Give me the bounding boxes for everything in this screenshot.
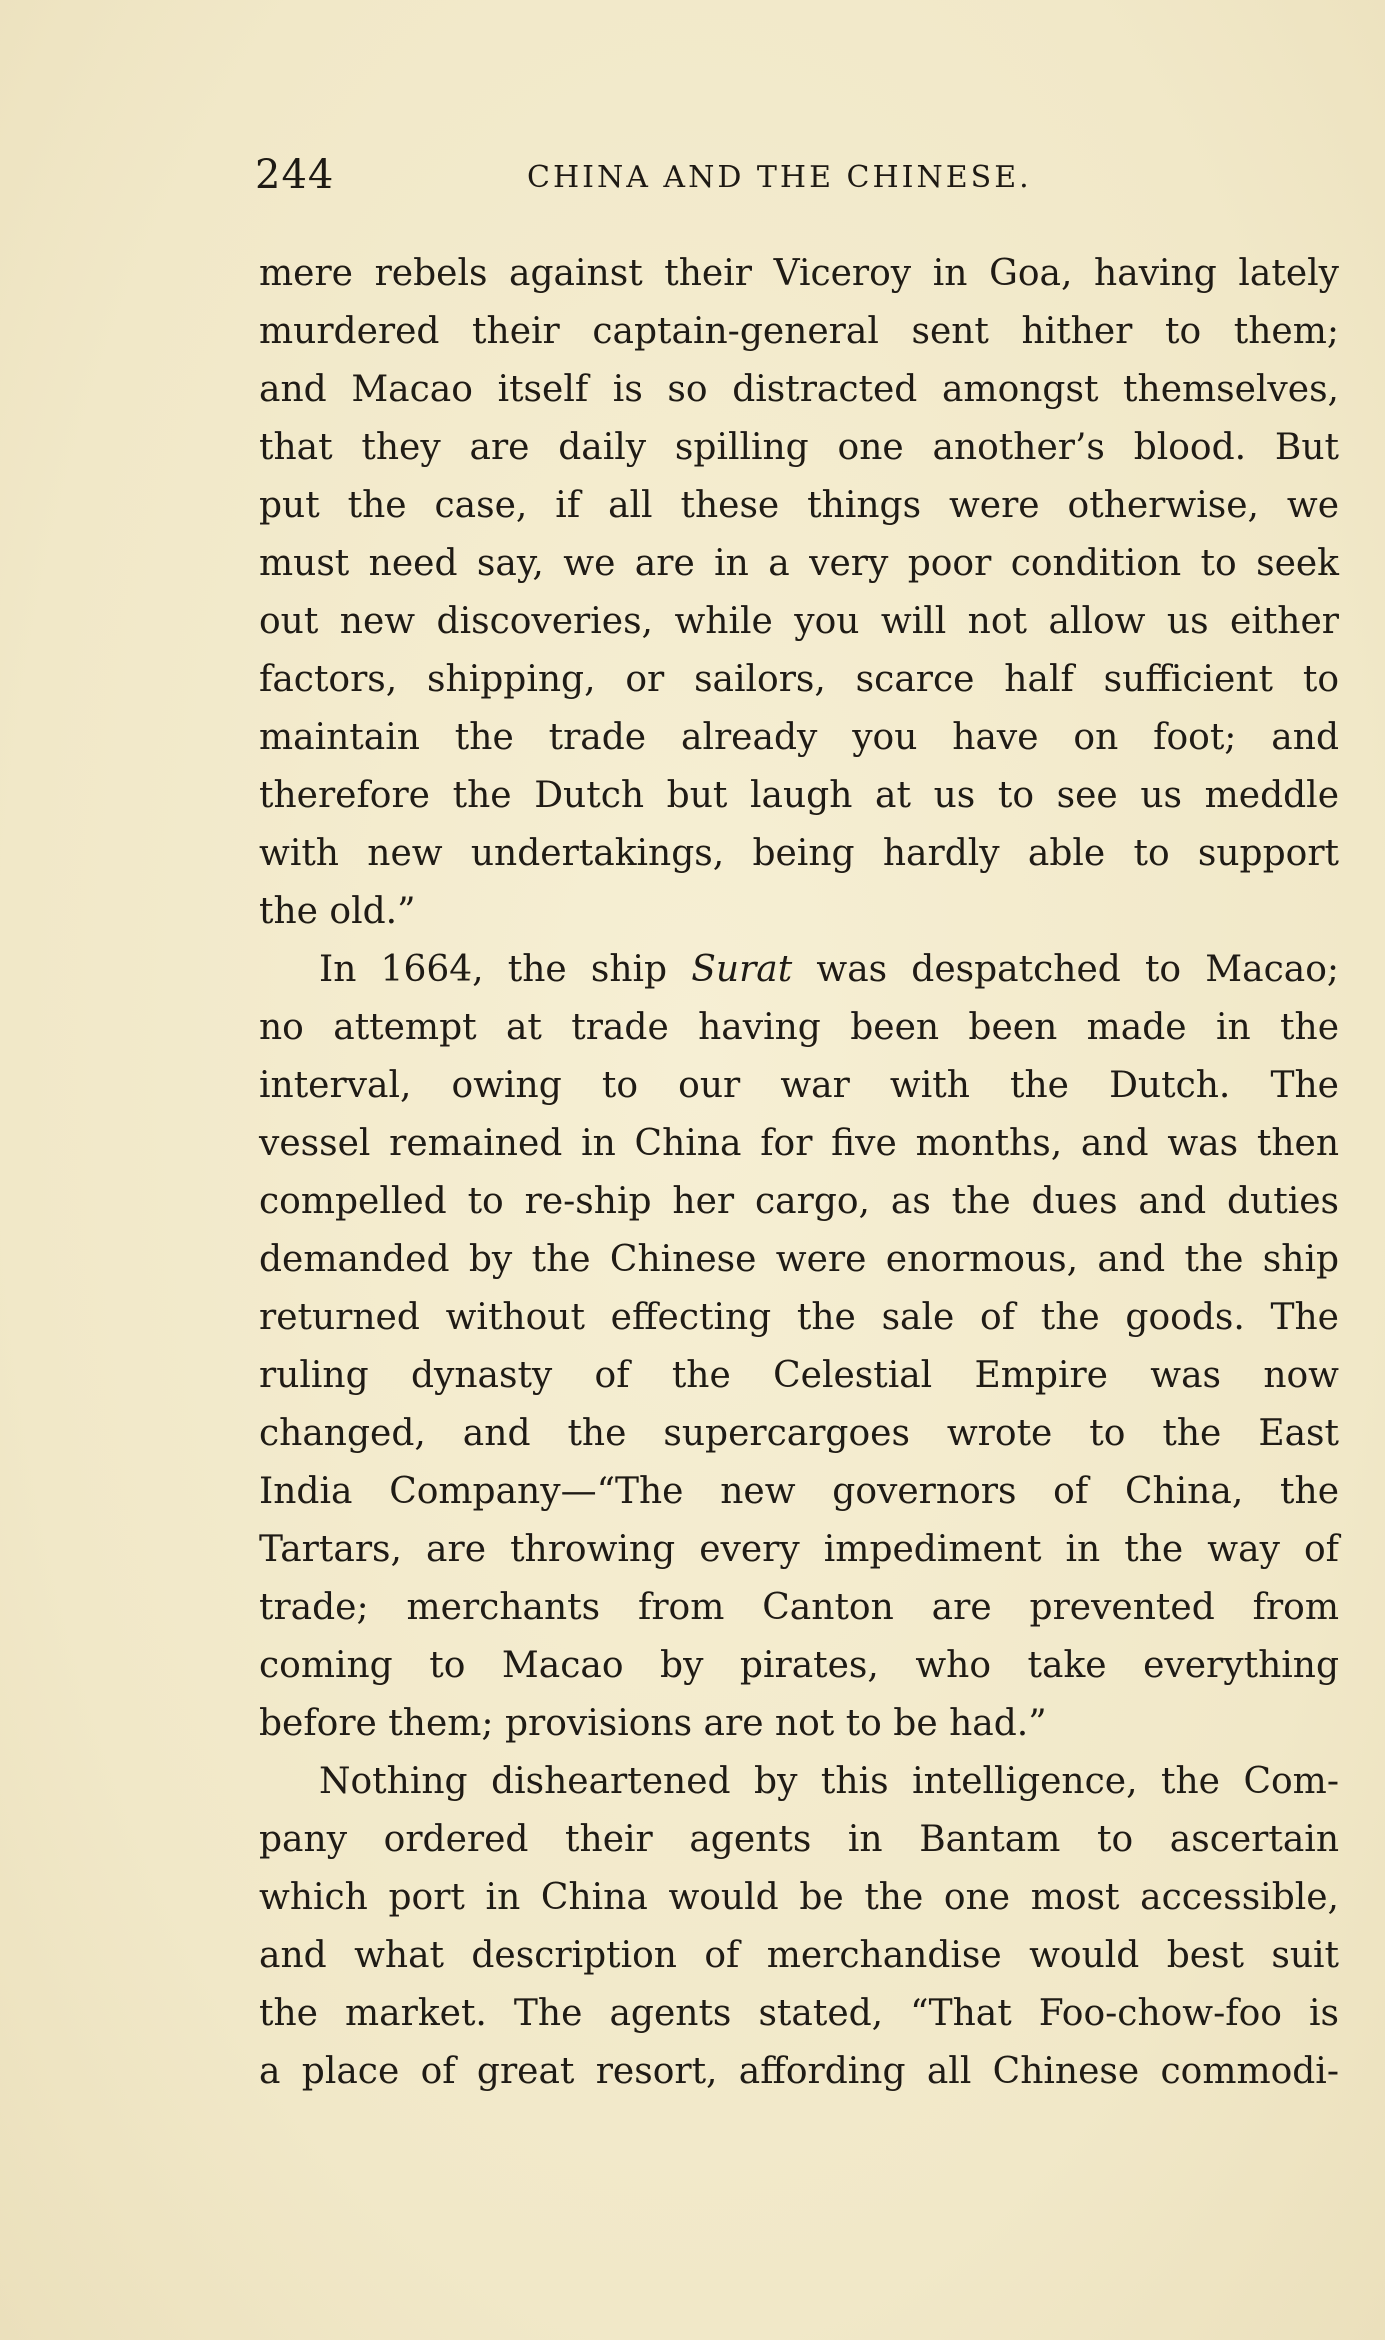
- text-line: trade; merchants from Canton are prevented from: [259, 1587, 1339, 1628]
- text-line: demanded by the Chinese were enormous, and the ship: [259, 1239, 1339, 1280]
- text-line: put the case, if all these things were otherwise, we: [259, 485, 1339, 526]
- running-head: CHINA AND THE CHINESE.: [527, 160, 1032, 195]
- text-segment: In 1664, the ship: [319, 949, 692, 990]
- text-line: out new discoveries, while you will not allow us either: [259, 601, 1339, 642]
- text-line: a place of great resort, affording all Chinese commodi-: [259, 2051, 1339, 2092]
- text-line: must need say, we are in a very poor condition to seek: [259, 543, 1339, 584]
- text-line: pany ordered their agents in Bantam to ascertain: [259, 1819, 1339, 1860]
- text-line: ruling dynasty of the Celestial Empire was now: [259, 1355, 1339, 1396]
- ship-name: Surat: [691, 949, 793, 990]
- text-line: that they are daily spilling one another’s blood. But: [259, 427, 1339, 468]
- text-line: coming to Macao by pirates, who take everything: [259, 1645, 1339, 1686]
- text-line: Tartars, are throwing every impediment in the way of: [259, 1529, 1339, 1570]
- text-line: therefore the Dutch but laugh at us to see us meddle: [259, 775, 1339, 816]
- text-line: India Company—“The new governors of China, the: [259, 1471, 1339, 1512]
- text-line: which port in China would be the one most accessible,: [259, 1877, 1339, 1918]
- text-line: and what description of merchandise would best suit: [259, 1935, 1339, 1976]
- body-text: [259, 245, 1339, 2101]
- text-line: compelled to re-ship her cargo, as the dues and duties: [259, 1181, 1339, 1222]
- paragraph-first-line: Nothing disheartened by this intelligence, the Com-: [319, 1761, 1339, 1802]
- text-line: changed, and the supercargoes wrote to the East: [259, 1413, 1339, 1454]
- text-line: interval, owing to our war with the Dutch. The: [259, 1065, 1339, 1106]
- page-number: 244: [255, 152, 335, 198]
- text-segment: was despatched to Macao;: [792, 949, 1339, 990]
- text-line: murdered their captain-general sent hither to them;: [259, 311, 1339, 352]
- text-line: before them; provisions are not to be had.”: [259, 1703, 1047, 1744]
- text-line: and Macao itself is so distracted amongst themselves,: [259, 369, 1339, 410]
- paragraph-first-line: [259, 941, 1339, 999]
- text-line: with new undertakings, being hardly able to support: [259, 833, 1339, 874]
- text-line: mere rebels against their Viceroy in Goa, having lately: [259, 253, 1339, 294]
- text-line: maintain the trade already you have on foot; and: [259, 717, 1339, 758]
- text-line: returned without effecting the sale of the goods. The: [259, 1297, 1339, 1338]
- text-line: the old.”: [259, 891, 416, 932]
- page-header: [255, 150, 1340, 210]
- text-line: no attempt at trade having been been made in the: [259, 1007, 1339, 1048]
- text-line: the market. The agents stated, “That Foo-chow-foo is: [259, 1993, 1339, 2034]
- text-line: vessel remained in China for five months, and was then: [259, 1123, 1339, 1164]
- text-line: factors, shipping, or sailors, scarce half sufficient to: [259, 659, 1339, 700]
